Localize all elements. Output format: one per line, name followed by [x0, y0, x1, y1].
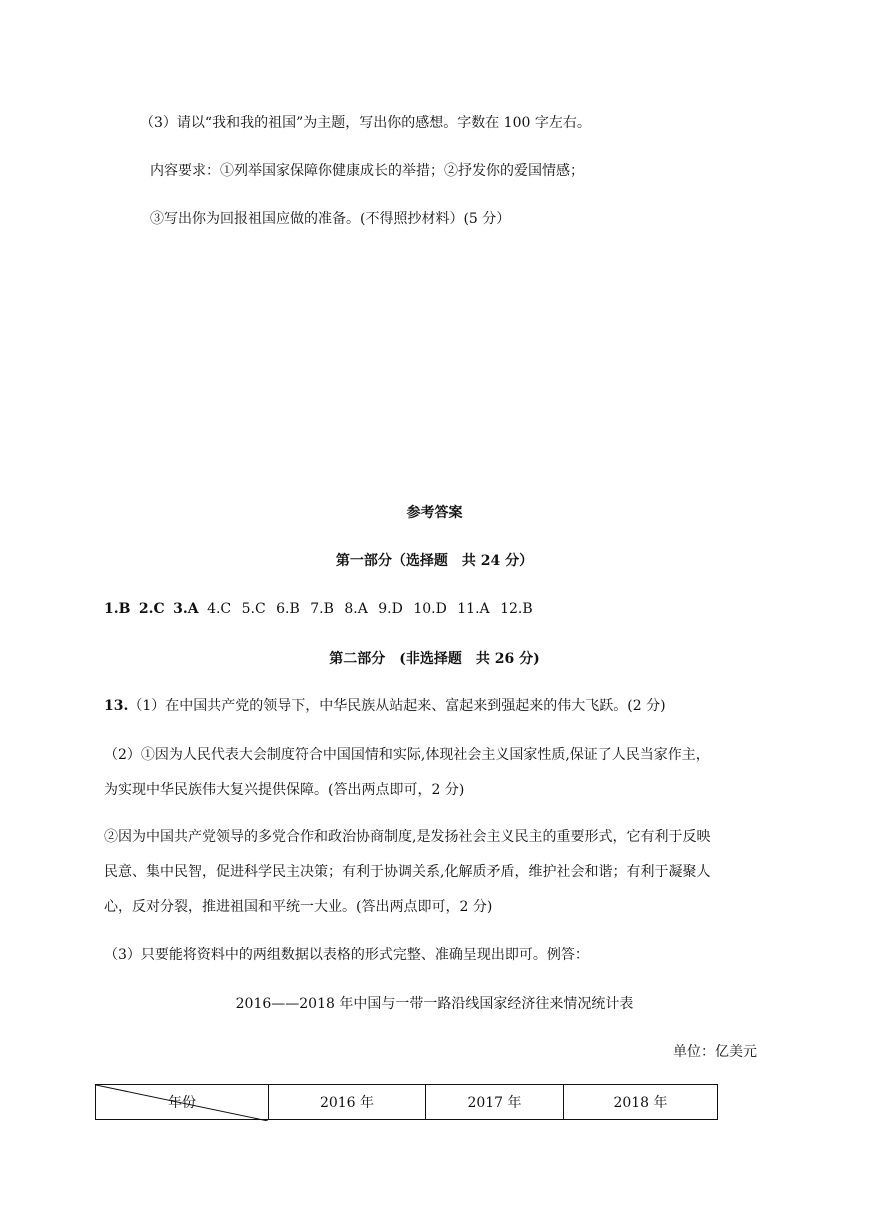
q3-prompt: （3）请以“我和我的祖国”为主题，写出你的感想。字数在 100 字左右。 — [140, 115, 591, 131]
q3-requirement-line-1: 内容要求：①列举国家保障你健康成长的举措；②抒发你的爱国情感； — [150, 163, 584, 179]
answer-9: 9.D — [378, 601, 403, 617]
answer-1: 1.B — [104, 601, 131, 617]
answer-title: 参考答案 — [406, 505, 463, 521]
part2-title: 第二部分 (非选择题 共 26 分) — [329, 651, 540, 667]
table-header-2018: 2018 年 — [564, 1085, 718, 1120]
q13-part2-line-1: （2）①因为人民代表大会制度符合中国国情和实际,体现社会主义国家性质,保证了人民当家作主， — [104, 747, 710, 763]
part1-title: 第一部分（选择题 共 24 分） — [335, 553, 534, 569]
q13-part2b-line-1: ②因为中国共产党领导的多党合作和政治协商制度,是发扬社会主义民主的重要形式，它有利于反映 — [104, 829, 711, 845]
answer-10: 10.D — [413, 601, 447, 617]
table-title: 2016——2018 年中国与一带一路沿线国家经济往来情况统计表 — [235, 996, 634, 1012]
answer-7: 7.B — [310, 601, 334, 617]
answer-8: 8.A — [344, 601, 368, 617]
answer-4: 4.C — [207, 601, 232, 617]
table-corner-label: 年份 — [168, 1095, 196, 1111]
part1-answers — [104, 600, 539, 618]
q13-part2b-line-2: 民意、集中民智，促进科学民主决策；有利于协调关系,化解质矛盾，维护社会和谐；有利于凝聚人 — [104, 864, 711, 880]
statistics-table — [95, 1084, 718, 1120]
q13-part3: （3）只要能将资料中的两组数据以表格的形式完整、准确呈现出即可。例答： — [104, 947, 589, 963]
table-header-2017: 2017 年 — [426, 1085, 564, 1120]
answer-2: 2.C — [138, 601, 165, 617]
answer-11: 11.A — [457, 601, 490, 617]
table-unit: 单位：亿美元 — [673, 1044, 757, 1060]
q13-part1-text: （1）在中国共产党的领导下，中华民族从站起来、富起来到强起来的伟大飞跃。(2 分) — [128, 698, 666, 714]
answer-5: 5.C — [241, 601, 266, 617]
answer-3: 3.A — [173, 601, 199, 617]
q13-part2b-line-3: 心，反对分裂，推进祖国和平统一大业。(答出两点即可，2 分) — [104, 899, 493, 915]
q13-part2-line-2: 为实现中华民族伟大复兴提供保障。(答出两点即可，2 分) — [104, 782, 465, 798]
table-corner-cell — [96, 1085, 269, 1120]
q13-part1 — [104, 697, 666, 715]
q13-number: 13. — [104, 698, 129, 714]
q3-requirement-line-2: ③写出你为回报祖国应做的准备。(不得照抄材料）(5 分） — [150, 211, 511, 227]
answer-6: 6.B — [276, 601, 300, 617]
table-header-2016: 2016 年 — [269, 1085, 426, 1120]
answer-12: 12.B — [500, 601, 533, 617]
table-row — [96, 1085, 718, 1120]
